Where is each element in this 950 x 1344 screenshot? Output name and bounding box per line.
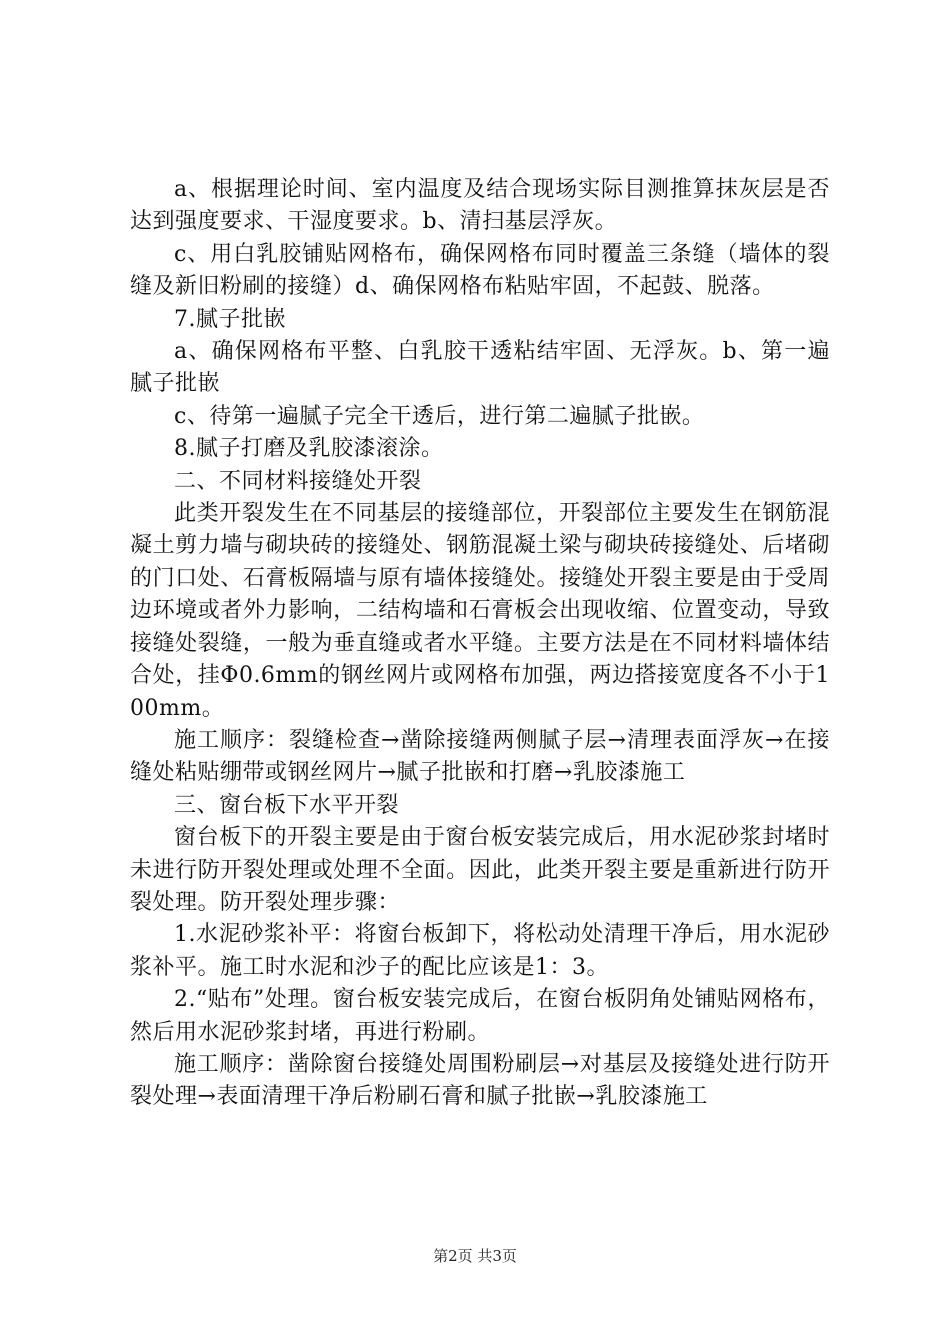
- heading-putty-filling: 7.腻子批嵌: [174, 306, 286, 332]
- paragraph-surface-check: a、根据理论时间、室内温度及结合现场实际目测推算抹灰层是否达到强度要求、干湿度要求。b、清扫基层浮灰。: [130, 177, 830, 235]
- heading-putty-sanding: 8.腻子打磨及乳胶漆滚涂。: [174, 436, 444, 462]
- paragraph-second-putty: c、待第一遍腻子完全干透后，进行第二遍腻子批嵌。: [174, 403, 705, 429]
- paragraph-windowsill-procedure: 施工顺序：凿除窗台接缝处周围粉刷层→对基层及接缝处进行防开裂处理→表面清理干净后粉刷石膏和腻子批嵌→乳胶漆施工: [130, 1051, 830, 1110]
- paragraph-joint-procedure: 施工顺序：裂缝检查→凿除接缝两侧腻子层→清理表面浮灰→在接缝处粘贴绷带或钢丝网片→腻子批嵌和打磨→乳胶漆施工: [130, 727, 830, 786]
- document-body: [130, 174, 830, 1114]
- section-heading-windowsill: 三、窗台板下水平开裂: [174, 792, 400, 818]
- section-heading-material-joints: 二、不同材料接缝处开裂: [174, 468, 422, 494]
- paragraph-first-putty: a、确保网格布平整、白乳胶干透粘结牢固、无浮灰。b、第一遍腻子批嵌: [130, 339, 830, 397]
- page-footer: 第2页 共3页: [433, 1247, 517, 1265]
- paragraph-mesh-laying: c、用白乳胶铺贴网格布，确保网格布同时覆盖三条缝（墙体的裂缝及新旧粉刷的接缝）d、确保网格布粘贴牢固，不起鼓、脱落。: [130, 241, 830, 300]
- paragraph-mesh-treatment: 2.“贴布”处理。窗台板安装完成后，在窗台板阴角处铺贴网格布，然后用水泥砂浆封堵，再进行粉刷。: [130, 987, 830, 1045]
- paragraph-mortar-leveling: 1.水泥砂浆补平：将窗台板卸下，将松动处清理干净后，用水泥砂浆补平。施工时水泥和沙子的配比应该是1：3。: [130, 922, 830, 980]
- paragraph-windowsill-cause: 窗台板下的开裂主要是由于窗台板安装完成后，用水泥砂浆封堵时未进行防开裂处理或处理不全面。因此，此类开裂主要是重新进行防开裂处理。防开裂处理步骤：: [130, 825, 830, 915]
- paragraph-material-joints: 此类开裂发生在不同基层的接缝部位，开裂部位主要发生在钢筋混凝土剪力墙与砌块砖的接缝处、钢筋混凝土梁与砌块砖接缝处、后堵砌的门口处、石膏板隔墙与原有墙体接缝处。接缝处开裂主要是由于受周边环境或者外力影响，二结构墙和石膏板会出现收缩、位置变动，导致接缝处裂缝，一般为垂直缝或者水平缝。主要方法是在不同材料墙体结合处，挂Φ0.6mm的钢丝网片或网格布加强，两边搭接宽度各不小于100mm。: [130, 501, 830, 721]
